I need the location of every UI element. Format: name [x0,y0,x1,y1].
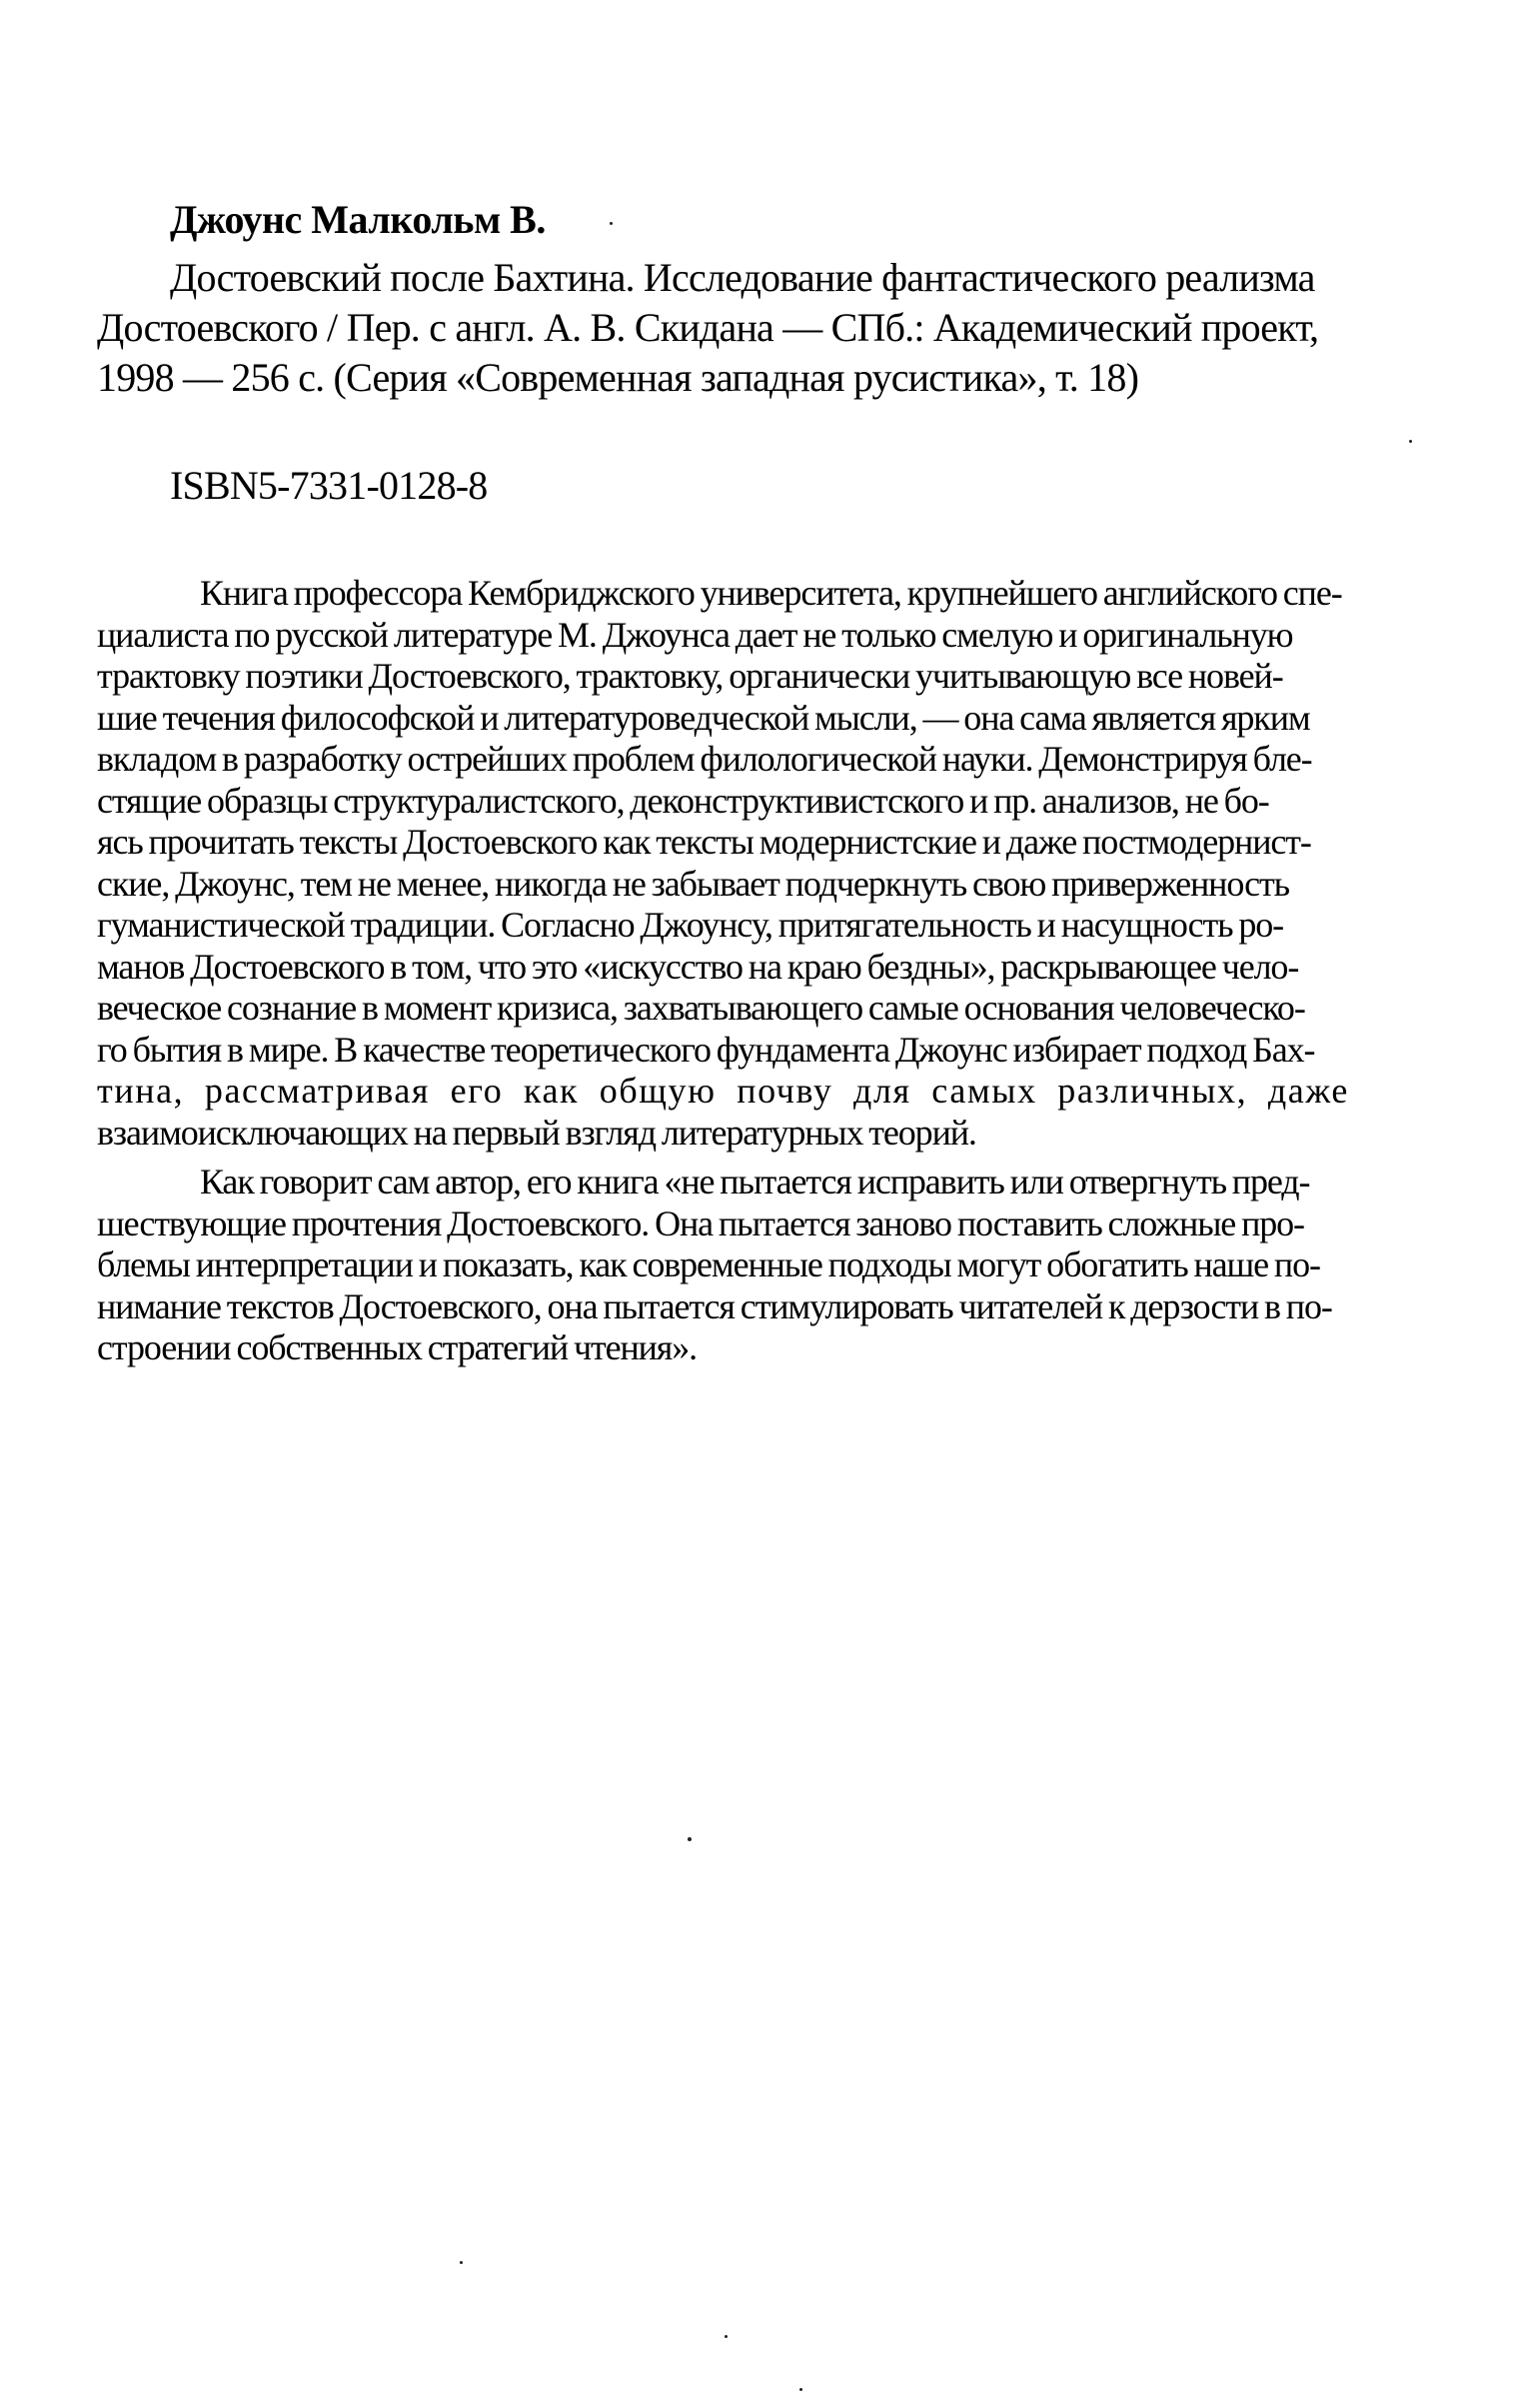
scan-speck [460,2261,463,2264]
author-heading: Джоунс Малкольм В. [170,197,546,242]
abstract-line: стящие образцы структуралистского, деконструктивистского и пр. анализов, не бо- [97,780,1269,821]
abstract-line: шие течения философской и литературоведческой мысли, — она сама является ярким [97,697,1310,738]
abstract-line: манов Достоевского в том, что это «искусство на краю бездны», раскрывающее чело- [97,946,1299,987]
abstract-line: Как говорит сам автор, его книга «не пытается исправить или отвергнуть пред- [200,1162,1310,1202]
scan-speck [799,2388,802,2391]
abstract-line: тина, рассматривая его как общую почву для самых различных, даже [97,1071,1349,1111]
scan-speck [1409,440,1412,443]
abstract-line: нимание текстов Достоевского, она пытается стимулировать читателей к дерзости в по- [97,1285,1332,1326]
abstract-line: го бытия в мире. В качестве теоретического фундамента Джоунс избирает подход Бах- [97,1029,1315,1070]
isbn-number: ISBN5-7331-0128-8 [170,463,488,508]
abstract-line: ские, Джоунс, тем не менее, никогда не забывает подчеркнуть свою приверженность [97,863,1289,904]
abstract-line: трактовку поэтики Достоевского, трактовку, органически учитывающую все новей- [97,656,1283,696]
abstract-line: Книга профессора Кембриджского университета, крупнейшего английского спе- [200,573,1342,613]
scan-speck [688,1837,692,1841]
abstract-line: блемы интерпретации и показать, как современные подходы могут обогатить наше по- [97,1244,1320,1284]
abstract-line: гуманистической традиции. Согласно Джоунсу, притягательность и насущность ро- [97,905,1284,945]
catalog-title-line: Достоевский после Бахтина. Исследование фантастического реализма [170,255,1315,300]
abstract [97,573,1446,1369]
catalog-series-line: 1998 — 256 с. (Серия «Современная западная русистика», т. 18) [97,355,1139,400]
abstract-line: вкладом в разработку острейших проблем филологической науки. Демонстрируя бле- [97,739,1312,779]
scan-speck [610,222,613,225]
paragraph-gap [97,1154,1446,1162]
abstract-line: взаимоисключающих на первый взгляд литературных теорий. [97,1112,976,1153]
abstract-line: шествующие прочтения Достоевского. Она пытается заново поставить сложные про- [97,1203,1304,1243]
abstract-line: веческое сознание в момент кризиса, захватывающего самые основания человеческо- [97,988,1305,1028]
abstract-line: строении собственных стратегий чтения». [97,1327,698,1367]
abstract-line: циалиста по русской литературе М. Джоунса дает не только смелую и оригинальную [97,614,1293,655]
catalog-page [97,195,1424,1369]
scan-speck [725,2335,728,2338]
catalog-publication-line: Достоевского / Пер. с англ. А. В. Скидана — СПб.: Академический проект, [97,305,1319,350]
abstract-line: ясь прочитать тексты Достоевского как тексты модернистские и даже постмодернист- [97,822,1311,862]
